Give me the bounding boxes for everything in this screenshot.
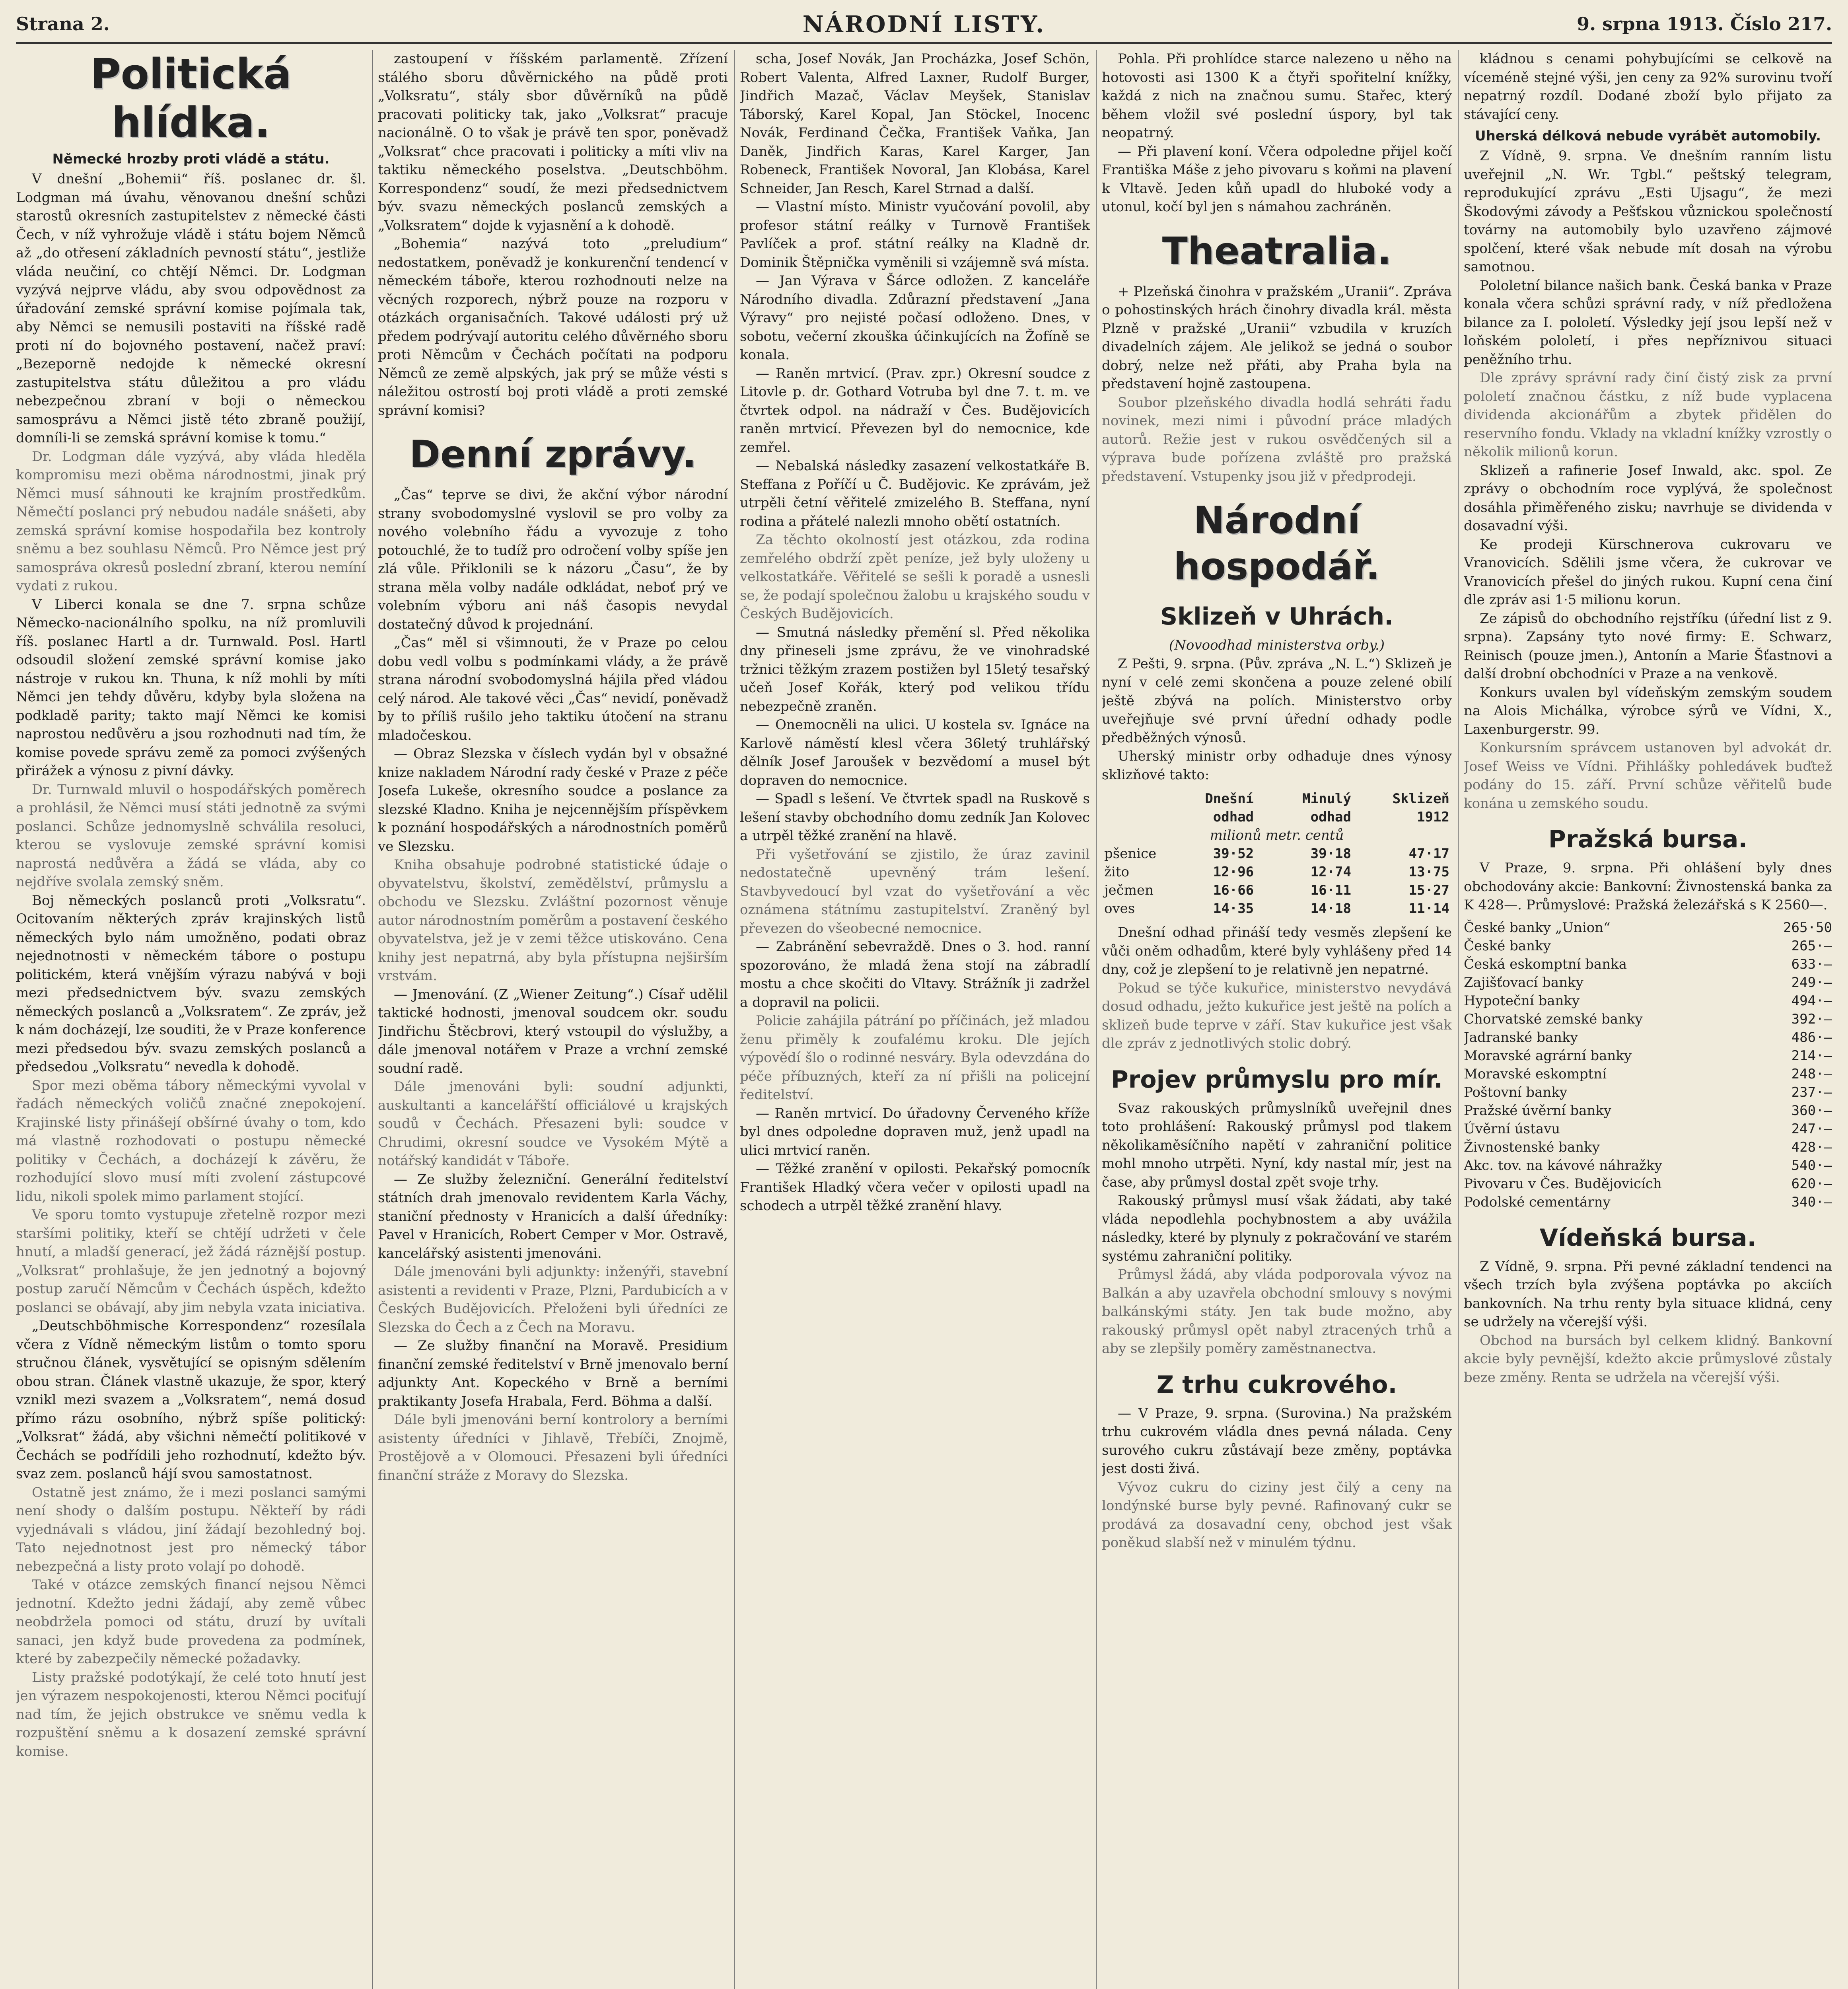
section-title-theatralia: Theatralia. [1162, 229, 1392, 273]
table-row [1464, 992, 1832, 1010]
article-paragraph: Dle zprávy správní rady činí čistý zisk za první pololetí značnou částku, z níž bude vyplacena dividenda akcionářům a zbytek přidělen do reservního fondu. Vklady na vkladní knížky vzrostly o několik milionů korun. [1464, 370, 1832, 460]
stock-price: 428·— [1791, 1139, 1832, 1155]
article-paragraph: Z Vídně, 9. srpna. Při pevné základní tendenci na všech trzích byla zvýšena poptávka po akciích bankovních. Na trhu renty byla situace klidná, ceny se udržely na včerejší výši. [1464, 1258, 1832, 1330]
news-item: — Nebalská následky zasazení velkostatkáře B. Steffana z Poříčí u Č. Budějovic. Ke zprávám, jež utrpěli četní věřitelé zmizelého B. Steffana, nyní rodina a přátelé nalezli mnoho obětí ostatních. [740, 458, 1090, 529]
stock-price: 237·— [1791, 1084, 1832, 1100]
news-item: Za těchto okolností jest otázkou, zda rodina zemřelého obdrží zpět peníze, jež byly uloženy u velkostatkáře. Věřitelé se sešli k poradě a usnesli se, že podají společnou žalobu u krajského soudu v Českých Budějovicích. [740, 532, 1090, 622]
table-header-cell [1102, 790, 1159, 826]
table-row [1464, 1175, 1832, 1193]
table-header-cell: Dnešní odhad [1205, 791, 1254, 825]
table-row [1102, 845, 1452, 863]
table-row [1464, 1065, 1832, 1083]
article-heading: Uherská délková nebude vyrábět automobily. [1475, 128, 1821, 144]
news-item: „Čas“ měl si všimnouti, že v Praze po celou dobu vedl volbu s podmínkami vlády, a že právě strana národní svobodomyslná hájila před vládou celý národ. Ale takové věci „Čas“ nevidí, poněvadž by to příliš rušilo jeho taktiku útočení na stranu mladočeskou. [378, 635, 728, 743]
article-paragraph: Dr. Lodgman dále vyzývá, aby vláda hleděla kompromisu mezi oběma národnostmi, jinak prý Němci musí sáhnouti ke krajním prostředkům. Němečtí poslanci prý nebudou nadále snášeti, aby zemská správní komise hospodařila bez kontroly sněmu a bez souhlasu Němců. Pro Němce jest prý samospráva okresů poslední zbraní, kterou nemíní vydati z rukou. [16, 448, 366, 594]
table-row [1464, 1193, 1832, 1211]
column-rule [372, 50, 373, 1989]
article-paragraph: „Deutschböhmische Korrespondenz“ rozesílala včera z Vídně německým listům o tomto sporu stručnou článek, vysvětující se opisným sdělením obou stran. Článek vlastně ukazuje, že spor, který vznikl mezi svazem a „Volksratem“, nemá dosud přímo rázu osobního, nýbrž spíše politický: „Volksrat“ žádá, aby všichni němečtí politikové v Čechách se podřídili jeho rozhodnutí, kdežto býv. svaz zem. poslanců hájí svou samostatnost. [16, 1318, 366, 1482]
stock-name: Chorvatské zemské banky [1464, 1011, 1643, 1027]
article-paragraph: V dnešní „Bohemii“ říš. poslanec dr. šl. Lodgman má úvahu, věnovanou dnešní schůzi starostů okresních zastupitelstev z německé části Čech, v níž vyhrožuje vládě i státu bojem Němců až „do otřesení základních pevností státu“, jestliže vláda neučiní, co chtějí Němci. Dr. Lodgman vyzývá nejprve vládu, aby svou odpovědnost za úřadování zemské správní komise pojímala tak, aby Němci se nemusili postaviti na říšské radě proti ní do bojovného postavení, načež praví: „Bezeporně nedojde k německé okresní zastupitelstva státu důležitou a pro vládu nebezpečnou zbraní v boji o německou samosprávu a Němci jistě této zbraně použijí, domníli-li se zemská správní komise k tomu.“ [16, 171, 366, 446]
table-row [1464, 1028, 1832, 1047]
stock-price: 392·— [1791, 1011, 1832, 1027]
stock-name: Moravské agrární banky [1464, 1047, 1632, 1064]
news-item: — Zabránění sebevraždě. Dnes o 3. hod. ranní spozorováno, že mladá žena stojí na zábradlí mostu a chce skočiti do Vltavy. Strážník ji zadržel a dopravil na policii. [740, 939, 1090, 1010]
article-paragraph: „Bohemia“ nazývá toto „preludium“ nedostatkem, poněvadž je konkurenční tendencí v německém táboře, kterou rozhodnouti nelze na věcných rozporech, nýbrž pouze na rozporu v otázkách organisačních. Takové události prý už předem podrývají autoritu celého důvěrného sboru proti Němcům v Čechách počítati na podporu Němců ze země alpských, jak prý se může vésti s náležitou ostrostí boj proti vládě a proti zemské správní komisi? [378, 236, 728, 418]
news-item: — Při plavení koní. Včera odpoledne přijel kočí Františka Máše z jeho pivovaru s koňmi na plavení k Vltavě. Jeden kůň upadl do hluboké vody a utonul, kočí byl jen s námahou zachráněn. [1102, 143, 1452, 215]
column-2 [378, 50, 728, 1989]
article-paragraph: Svaz rakouských průmyslníků uveřejnil dnes toto prohlášení: Rakouský průmysl pod tlakem několikaměsíčního napětí v zahraniční politice mohl mnoho utrpěti. Nyní, kdy nastal mír, jest na čase, aby průmysl dostal zpět svoje trhy. [1102, 1100, 1452, 1190]
article-paragraph: Spor mezi oběma tábory německými vyvolal v řadách německých voličů značné znepokojení. Krajinské listy přinášejí obšírné úvahy o tom, kdo má vlastně rozhodovati o postupu německé politiky v Čechách, a docházejí k závěru, že rozhodující slovo musí míti zvolení zástupcové lidu, nikoli spolek mimo parlament stojící. [16, 1077, 366, 1205]
article-paragraph: — V Praze, 9. srpna. (Surovina.) Na pražském trhu cukrovém vládla dnes pevná nálada. Ceny surového cukru zůstávají beze změny, poptávka jest dosti živá. [1102, 1405, 1452, 1477]
news-item: — Ze služby železniční. Generální ředitelství státních drah jmenovalo revidentem Karla Váchy, staniční přednosty v Hranicích a další úředníky: Pavel v Hranicích, Robert Cemper v Mor. Ostravě, kancelářský asistenti jmenováni. [378, 1171, 728, 1261]
table-row [1464, 955, 1832, 973]
news-item: — Onemocněli na ulici. U kostela sv. Ignáce na Karlově náměstí klesl včera 36letý truhlářský dělník Josef Jaroušek v bezvědomí a musel být dopraven do nemocnice. [740, 717, 1090, 788]
stock-price: 494·— [1791, 993, 1832, 1009]
stock-price: 620·— [1791, 1175, 1832, 1192]
news-item: Soubor plzeňského divadla hodlá sehráti řadu novinek, mezi nimi i původní práce mladých autorů. Režie jest v rukou osvědčených sil a výprava bude pořízena zvláště pro pražská představení. Vstupenky jsou již v předprodeji. [1102, 394, 1452, 485]
news-item: — Vlastní místo. Ministr vyučování povolil, aby profesor státní reálky v Turnově František Pavlíček a prof. státní reálky na Kladně dr. Dominik Štěpnička vyměnili si vzájemně svá místa. [740, 199, 1090, 271]
news-item: Dále jmenováni byli adjunkty: inženýři, stavební asistenti a revidenti v Praze, Plzni, Pardubicích a v Českých Budějovicích. Přeloženi byli úředníci ze Slezska do Čech a z Čech na Moravu. [378, 1264, 728, 1335]
article-paragraph: Vývoz cukru do ciziny jest čilý a ceny na londýnské burse byly pevné. Rafinovaný cukr se prodává za dosavadní ceny, obchod jest však poněkud slabší než v minulém týdnu. [1102, 1479, 1452, 1551]
news-item: Dále byli jmenováni berní kontrolory a berními asistenty úředníci v Jihlavě, Třebíči, Znojmě, Prostějově a v Olomouci. Přesazeni byli úředníci finanční stráže z Moravy do Slezska. [378, 1412, 728, 1483]
article-heading: Sklizeň v Uhrách. [1160, 603, 1394, 631]
article-paragraph: Pokud se týče kukuřice, ministerstvo nevydává dosud odhadu, ježto kukuřice jest ještě na polích a sklizeň bude teprve v září. Stav kukuřice jest však dle zpráv z jednotlivých stolic dobrý. [1102, 980, 1452, 1051]
stock-name: Živnostenské banky [1464, 1139, 1600, 1155]
article-paragraph: Sklizeň a rafinerie Josef Inwald, akc. spol. Ze zprávy o obchodním roce vyplývá, že společnost dosáhla přiměřeného zisku; navrhuje se dividenda v dosavadní výši. [1464, 462, 1832, 534]
table-cell: 14·18 [1310, 901, 1351, 917]
column-4 [1102, 50, 1452, 1989]
stock-name: Česká eskomptní banka [1464, 956, 1627, 972]
section-title-prazska-bursa: Pražská bursa. [1548, 825, 1748, 853]
article-paragraph: Ostatně jest známo, že i mezi poslanci samými není shody o dalším postupu. Někteří by rádi vyjednávali s vládou, jiní žádají bezohledný boj. Tato nejednotnost jest pro německý tábor nebezpečná a listy proto volají po dohodě. [16, 1484, 366, 1574]
table-row [1102, 881, 1452, 899]
column-1 [16, 50, 366, 1989]
table-cell: 47·17 [1408, 846, 1449, 862]
crop-name: pšenice [1104, 846, 1157, 862]
news-item: Policie zahájila pátrání po příčinách, jež mladou ženu přiměly k zoufalému kroku. Dle jejích výpovědí šlo o rodinné nesváry. Byla odevzdána do péče příbuzných, kteří za ní přišli na policejní ředitelství. [740, 1013, 1090, 1103]
article-paragraph: Obchod na bursách byl celkem klidný. Bankovní akcie byly pevnější, kdežto akcie průmyslové zůstaly beze změny. Renta se udržela na včerejší výši. [1464, 1332, 1832, 1386]
stock-price: 248·— [1791, 1066, 1832, 1082]
stock-price: 360·— [1791, 1102, 1832, 1119]
table-row [1464, 1156, 1832, 1175]
article-paragraph: Ve sporu tomto vystupuje zřetelně rozpor mezi staršími politiky, kteří se chtějí udržeti v čele hnutí, a mladší generací, jež žádá ráznější postup. „Volksrat“ prohlašuje, že jen jednotný a bojovný postup zaručí Němcům v Čechách úspěch, kdežto poslanci se obávají, aby jim nebyla vzata iniciativa. [16, 1207, 366, 1316]
article-paragraph: V Liberci konala se dne 7. srpna schůze Německo-nacionálního spolku, na níž promluvili říš. poslanec Hartl a dr. Turnwald. Posl. Hartl odsoudil složení zemské správní komise jako nástroje v rukou kn. Thuna, k níž mohli by míti Němci jen tehdy důvěru, kdyby byla složena na podkladě parity; takto mají Němci ke komisi naprostou nedůvěru a jsou rozhodnuti nad tím, že komise povede správu země za pomoci zvýšených přirážek a výnosu z pivní dávky. [16, 596, 366, 779]
stock-quotes-table [1464, 919, 1832, 1211]
table-row [1464, 1083, 1832, 1102]
table-cell: 16·11 [1310, 882, 1351, 898]
news-item: — Jan Výrava v Šárce odložen. Z kanceláře Národního divadla. Zdůrazní představení „Jana Výravy“ pro nejisté počasí odloženo. Dnes, v sobotu, večerní zkouška účinkujících na Žofíně se konala. [740, 273, 1090, 363]
stock-price: 249·— [1791, 974, 1832, 991]
article-paragraph: zastoupení v říšském parlamentě. Zřízení stálého sboru důvěrnického na půdě proti „Volksratu“, stály sbor důvěrníků na půdě pracovati politicky tak, jako „Volksrat“ pracuje nacionálně. O to však je právě ten spor, poněvadž „Volksrat“ chce pracovati i politicky a míti vliv na taktiku německého poselstva. „Deutschböhm. Korrespondenz“ soudí, že mezi předsednictvem býv. svazu německých poslanců zemských a „Volksratem“ dojde k vyjasnění a k dohodě. [378, 51, 728, 234]
masthead [16, 10, 1832, 44]
stock-price: 633·— [1791, 956, 1832, 972]
news-item: Dále jmenováni byli: soudní adjunkti, auskultanti a kancelářští officiálové u krajských soudů v Čechách. Přesazeni byli: soudce v Chrudimi, okresní soudce ve Vysokém Mýtě a notářský kandidát v Táboře. [378, 1079, 728, 1169]
news-item: — Obraz Slezska v číslech vydán byl v obsažné knize nakladem Národní rady české v Praze z péče Josefa Lukeše, okresního soudce a poslance za slezské Kladno. Kniha je nejcennějším příspěvkem k poznání hospodářských a národnostních poměrů ve Slezsku. [378, 746, 728, 854]
table-header-cell: Minulý odhad [1302, 791, 1351, 825]
article-paragraph: Ke prodeji Kürschnerova cukrovaru ve Vranovicích. Sdělili jsme včera, že cukrovar ve Vranovicích přešel do jiných rukou. Kupní cena činí dle zpráv asi 1·5 milionu korun. [1464, 536, 1832, 608]
stock-name: Úvěrní ústavu [1464, 1121, 1560, 1137]
stock-name: Pražské úvěrní banky [1464, 1102, 1612, 1119]
stock-price: 265·— [1791, 938, 1832, 954]
section-title-narodni-hospodar: Národní hospodář. [1173, 499, 1380, 588]
column-3 [740, 50, 1090, 1989]
table-cell: 16·66 [1213, 882, 1254, 898]
table-cell: 12·74 [1310, 864, 1351, 880]
stock-price: 486·— [1791, 1029, 1832, 1045]
news-item: „Čas“ teprve se divi, že akční výbor národní strany svobodomyslné vyslovil se pro volby za nového volebního řádu a vyvozuje z toho potouchlé, že to tudíž pro odročení volby spíše jen zlá vůle. Přiklonili se k názoru „Času“, že by strana měla volby nadále odkládat, neboť prý ve volebním výboru ani náš časopis nevydal dostatečný důvod k projednání. [378, 487, 728, 633]
table-cell: 11·14 [1408, 901, 1449, 917]
article-paragraph: Z Pešti, 9. srpna. (Pův. zpráva „N. L.“) Sklizeň je nyní v celé zemi skončena a pouze zelené obilí ještě zbývá na polích. Ministerstvo orby uveřejňuje své první úřední odhady podle předběžných výnosů. [1102, 656, 1452, 746]
news-item: — Raněn mrtvicí. (Prav. zpr.) Okresní soudce z Litovle p. dr. Gothard Votruba byl dne 7. t. m. ve čtvrtek odpol. na nádraží v Čes. Budějovicích raněn mrtvicí. Převezen byl do nemocnice, kde zemřel. [740, 365, 1090, 455]
table-unit-row [1102, 826, 1452, 845]
table-cell: 12·96 [1213, 864, 1254, 880]
news-item: — Jmenování. (Z „Wiener Zeitung“.) Císař udělil taktické hodnosti, jmenoval soudcem okr. soudu Jindřichu Štěcbrovi, který vstoupil do výslužby, a dále jmenoval notářem v Praze a vrchní zemské soudní radě. [378, 986, 728, 1076]
article-paragraph: V Praze, 9. srpna. Při ohlášení byly dnes obchodovány akcie: Bankovní: Živnostenská banka za K 428—. Průmyslové: Pražská železářská s K 2560—. [1464, 860, 1832, 913]
table-cell: 13·75 [1408, 864, 1449, 880]
stock-name: České banky [1464, 938, 1551, 954]
article-paragraph: Listy pražské podotýkají, že celé toto hnutí jest jen výrazem nespokojenosti, kterou Němci pociťují nad tím, že jejich obstrukce ve sněmu vedla k rozpuštění sněmu a k dosazení zemské správní komise. [16, 1669, 366, 1759]
stock-name: Pivovaru v Čes. Budějovicích [1464, 1175, 1662, 1192]
column-rule [1096, 50, 1097, 1989]
article-paragraph: Konkursním správcem ustanoven byl advokát dr. Josef Weiss ve Vídni. Přihlášky pohledávek buďtež podány do 15. září. První schůze věřitelů bude konána u zemského soudu. [1464, 740, 1832, 812]
article-heading: Z trhu cukrového. [1156, 1370, 1397, 1399]
table-cell: 39·18 [1310, 846, 1351, 862]
table-row [1464, 1047, 1832, 1065]
section-title-politicka-hlidka: Politická hlídka. [90, 50, 292, 147]
article-subtitle: Německé hrozby proti vládě a státu. [52, 151, 330, 167]
stock-price: 247·— [1791, 1121, 1832, 1137]
table-cell: 15·27 [1408, 882, 1449, 898]
news-item: Kniha obsahuje podrobné statistické údaje o obyvatelstvu, školství, zemědělství, průmyslu a obchodu ve Slezsku. Zvláštní pozornost věnuje autor národnostním poměrům a postavení českého obyvatelstva, jež je v zemi těžce utiskováno. Cena knihy jest nepatrná, aby byla přístupna nejširším vrstvám. [378, 857, 728, 984]
crop-name: oves [1104, 901, 1135, 917]
section-title-denni-zpravy: Denní zprávy. [409, 433, 696, 476]
article-paragraph: Z Vídně, 9. srpna. Ve dnešním ranním listu uveřejnil „N. Wr. Tgbl.“ peštský telegram, reprodukující zprávu „Esti Ujsagu“, že mezi Škodovými závody a Pešťskou vůznickou společností továrny na automobily bylo uzavřeno zájmové spolčení, které však nebude mít dosah na výrobu samotnou. [1464, 148, 1832, 275]
table-header-cell: Sklizeň 1912 [1392, 791, 1449, 825]
table-row [1464, 1138, 1832, 1156]
news-item: Při vyšetřování se zjistilo, že úraz zavinil nedostatečně upevněný trám lešení. Stavbyvedoucí byl vzat do vyšetřování a věc oznámena státnímu zastupitelství. Zraněný byl převezen do všeobecné nemocnice. [740, 846, 1090, 936]
news-item: — Těžké zranění v opilosti. Pekařský pomocník František Hladký včera večer v opilosti upadl na schodech a utrpěl těžké zranění hlavy. [740, 1161, 1090, 1214]
section-title-videnska-bursa: Vídeňská bursa. [1539, 1224, 1757, 1252]
article-paragraph: Konkurs uvalen byl vídeňským zemským soudem na Alois Michálka, výrobce sýrů ve Vídni, X., Laxenburgerstr. 99. [1464, 684, 1832, 738]
table-row [1464, 919, 1832, 937]
page-number: Strana 2. [16, 13, 110, 35]
article-paragraph: Pololetní bilance našich bank. Česká banka v Praze konala včera schůzi správní rady, v níž předložena bilance za I. pololetí. Výsledky její jsou lepší než v loňském pololetí, i přes nepříznivou situaci peněžního trhu. [1464, 277, 1832, 368]
article-note: (Novoodhad ministerstva orby.) [1169, 637, 1385, 653]
news-item: — Spadl s lešení. Ve čtvrtek spadl na Ruskově s lešení stavby obchodního domu zedník Jan Kolovec a utrpěl těžké zranění na hlavě. [740, 791, 1090, 844]
column-5 [1464, 50, 1832, 1989]
stock-price: 265·50 [1783, 919, 1832, 936]
article-paragraph: Ze zápisů do obchodního rejstříku (úřední list z 9. srpna). Zapsány tyto nové firmy: E. Schwarz, Reinisch (pouze jmen.), Antonín a Marie Šťastnovi a další drobní obchodníci v Praze a na venkově. [1464, 610, 1832, 682]
table-unit: milionů metr. centů [1210, 827, 1344, 843]
news-item: Pohla. Při prohlídce starce nalezeno u něho na hotovosti asi 1300 K a čtyři spořitelní knížky, každá z nich na značnou sumu. Stařec, který během vložil své poslední úspory, byl tak neopatrný. [1102, 51, 1452, 141]
stock-name: Zajišťovací banky [1464, 974, 1583, 991]
table-row [1102, 863, 1452, 881]
table-header-row [1102, 790, 1452, 826]
news-item: — Raněn mrtvicí. Do úřadovny Červeného kříže byl dnes odpoledne dopraven muž, jenž upadl na ulici mrtvicí raněn. [740, 1105, 1090, 1158]
stock-name: Podolské cementárny [1464, 1194, 1611, 1210]
news-item: — Ze služby finanční na Moravě. Presidium finanční zemské ředitelství v Brně jmenovalo berní adjunkty Ant. Kopeckého v Brně a berními praktikanty Josefa Hrabala, Ferd. Böhma a další. [378, 1338, 728, 1409]
news-item: + Plzeňská činohra v pražském „Uranii“. Zpráva o pohostinských hrách činohry divadla král. města Plzně v pražské „Uranii“ vzbudila v kruzích divadelních zájem. Ale jelikož se jedná o soubor dobrý, nelze než přáti, aby Praha byla na představení hojně zastoupena. [1102, 283, 1452, 392]
article-paragraph: kládnou s cenami pohybujícími se celkově na víceméně stejné výši, jen ceny za 92% surovinu tvoří nepatrný rozdíl. Dodané zboží bylo přijato za stávající ceny. [1464, 51, 1832, 123]
stock-name: Akc. tov. na kávové náhražky [1464, 1157, 1662, 1174]
article-heading: Projev průmyslu pro mír. [1111, 1065, 1443, 1094]
stock-name: Moravské eskomptní [1464, 1066, 1607, 1082]
table-row [1102, 899, 1452, 918]
table-row [1464, 1120, 1832, 1138]
issue-date: 9. srpna 1913. Číslo 217. [1577, 13, 1832, 35]
article-paragraph: Boj německých poslanců proti „Volksratu“. Ocitovaním některých zpráv krajinských listů německých bylo nám umožněno, podati obraz nejednotnosti v německém tábore o postupu politickém, která vnějším výrazu nabývá v boji mezi předsednictvem býv. svazu zemských německých poslanců a „Volksratem“. Ze zpráv, jež k nám docházejí, lze souditi, že v Praze konference mezi předsedou býv. svazu zemských poslanců a předsedou „Volksratu“ nevedla k dohodě. [16, 892, 366, 1075]
table-row [1464, 1102, 1832, 1120]
article-paragraph: Dnešní odhad přináší tedy vesměs zlepšení ke vůči oněm odhadům, které byly vyhlášeny před 14 dny, což je zlepšení to je relativně jen nepatrné. [1102, 924, 1452, 977]
article-paragraph: Dr. Turnwald mluvil o hospodářských poměrech a prohlásil, že Němci musí státi jednotně za svými poslanci. Schůze jednomyslně schválila resoluci, kterou se vyslovuje zemské správní komisi naprostá nedůvěra a žádá se vláda, aby co nejdříve svolala zemský sněm. [16, 781, 366, 890]
column-rule [1458, 50, 1459, 1989]
stock-price: 214·— [1791, 1047, 1832, 1064]
stock-name: České banky „Union“ [1464, 919, 1611, 936]
article-paragraph: Rakouský průmysl musí však žádati, aby také vláda nepodlehla pochybnostem a aby uvážila následky, které by plynuly z pokračování ve starém systému zahraniční politiky. [1102, 1193, 1452, 1264]
stock-price: 340·— [1791, 1194, 1832, 1210]
table-cell: 39·52 [1213, 846, 1254, 862]
column-rule [734, 50, 735, 1989]
harvest-table [1102, 790, 1452, 918]
newspaper-title: NÁRODNÍ LISTY. [802, 11, 1046, 38]
table-row [1464, 1010, 1832, 1028]
table-row [1464, 937, 1832, 955]
stock-price: 540·— [1791, 1157, 1832, 1174]
article-paragraph: Průmysl žádá, aby vláda podporovala vývoz na Balkán a aby uzavřela obchodní smlouvy s novými balkánskými státy. Jen tak bude možno, aby rakouský průmysl opět nabyl ztracených trhů a aby se zlepšily poměry zaměstnanectva. [1102, 1267, 1452, 1356]
table-row [1464, 973, 1832, 992]
stock-name: Jadranské banky [1464, 1029, 1578, 1045]
crop-name: žito [1104, 864, 1129, 880]
table-cell: 14·35 [1213, 901, 1254, 917]
news-item: — Smutná následky přemění sl. Před několika dny přineseli jsme zprávu, že ve vinohradské tržnici těžkým zrazem postižen byl 15letý tesařský učeň Josef Kořák, který pod velikou třídu nebezpečně zraněn. [740, 624, 1090, 714]
newspaper-page [16, 10, 1832, 1989]
article-paragraph: Také v otázce zemských financí nejsou Němci jednotní. Kdežto jedni žádají, aby země vůbec neobdržela pomoci od státu, druzí by uvítali sanaci, jen když bude provedena za podmínek, které by zabezpečily německé požadavky. [16, 1577, 366, 1667]
crop-name: ječmen [1104, 882, 1154, 898]
stock-name: Hypoteční banky [1464, 993, 1580, 1009]
article-paragraph: Uherský ministr orby odhaduje dnes výnosy sklizňové takto: [1102, 748, 1452, 783]
stock-name: Poštovní banky [1464, 1084, 1568, 1100]
news-item: scha, Josef Novák, Jan Procházka, Josef Schön, Robert Valenta, Alfred Laxner, Rudolf Burger, Jindřich Mazač, Václav Meyšek, Stanislav Táborský, Karel Kopal, Jan Stöckel, Inocenc Novák, Ferdinand Čečka, František Vaňka, Jan Daněk, Jindřich Karas, Karel Karger, Jan Robeneck, František Novoral, Jan Klobása, Karel Schneider, Jan Resch, Karel Strnad a další. [740, 51, 1090, 197]
